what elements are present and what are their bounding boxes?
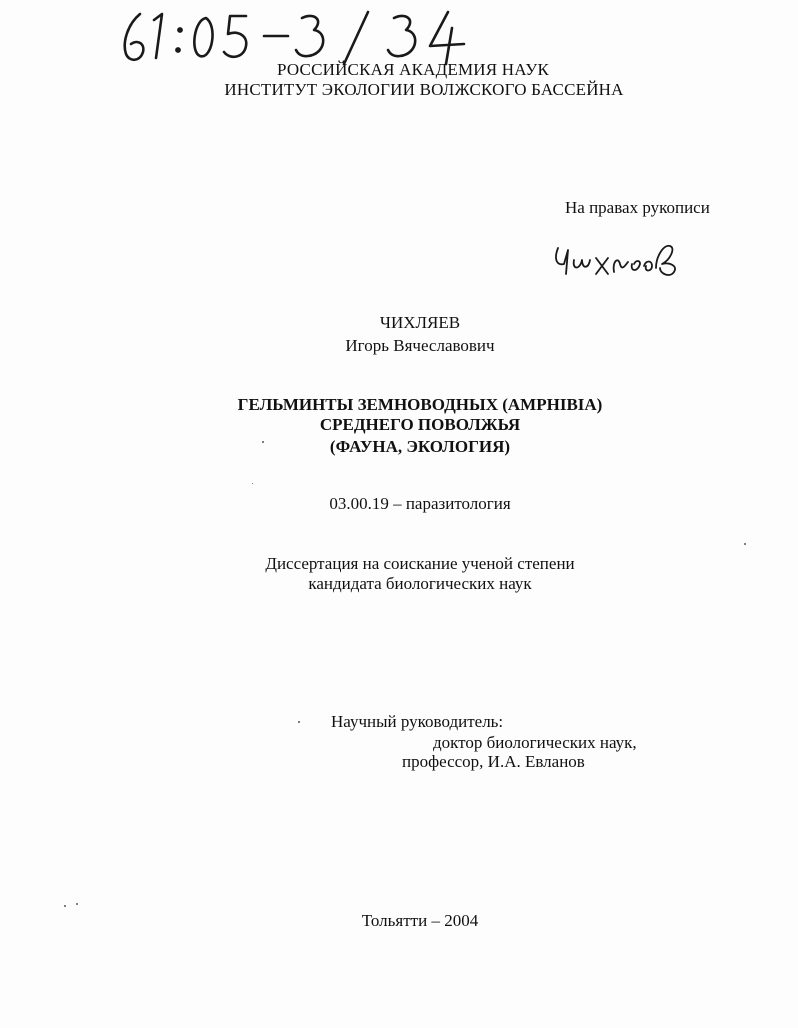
dissertation-title-line-2: СРЕДНЕГО ПОВОЛЖЬЯ <box>319 415 521 434</box>
scan-speck <box>76 903 78 905</box>
rights-notice: На правах рукописи <box>565 198 710 217</box>
scan-speck <box>262 441 264 443</box>
scan-speck <box>744 543 746 545</box>
signature-handwriting <box>548 234 688 286</box>
author-surname: ЧИХЛЯЕВ <box>379 313 461 332</box>
author-signature <box>548 234 688 286</box>
degree-line-2: кандидата биологических наук <box>308 574 532 593</box>
scan-speck <box>298 721 300 723</box>
supervisor-degree: доктор биологических наук, <box>433 733 637 752</box>
supervisor-name: профессор, И.А. Евланов <box>402 752 585 771</box>
dissertation-title-line-3: (ФАУНА, ЭКОЛОГИЯ) <box>329 437 511 456</box>
scan-speck <box>64 905 66 907</box>
degree-line-1: Диссертация на соискание ученой степени <box>265 554 575 573</box>
specialty-code: 03.00.19 – паразитология <box>329 494 511 513</box>
organization-name: РОССИЙСКАЯ АКАДЕМИЯ НАУК <box>276 60 549 79</box>
supervisor-label: Научный руководитель: <box>331 712 504 731</box>
institute-name: ИНСТИТУТ ЭКОЛОГИИ ВОЛЖСКОГО БАССЕЙНА <box>224 80 624 99</box>
author-name: Игорь Вячеславович <box>345 336 495 355</box>
city-year: Тольятти – 2004 <box>361 911 479 930</box>
scan-speck <box>252 483 253 484</box>
dissertation-title-line-1: ГЕЛЬМИНТЫ ЗЕМНОВОДНЫХ (AMPHIBIA) <box>237 395 603 414</box>
